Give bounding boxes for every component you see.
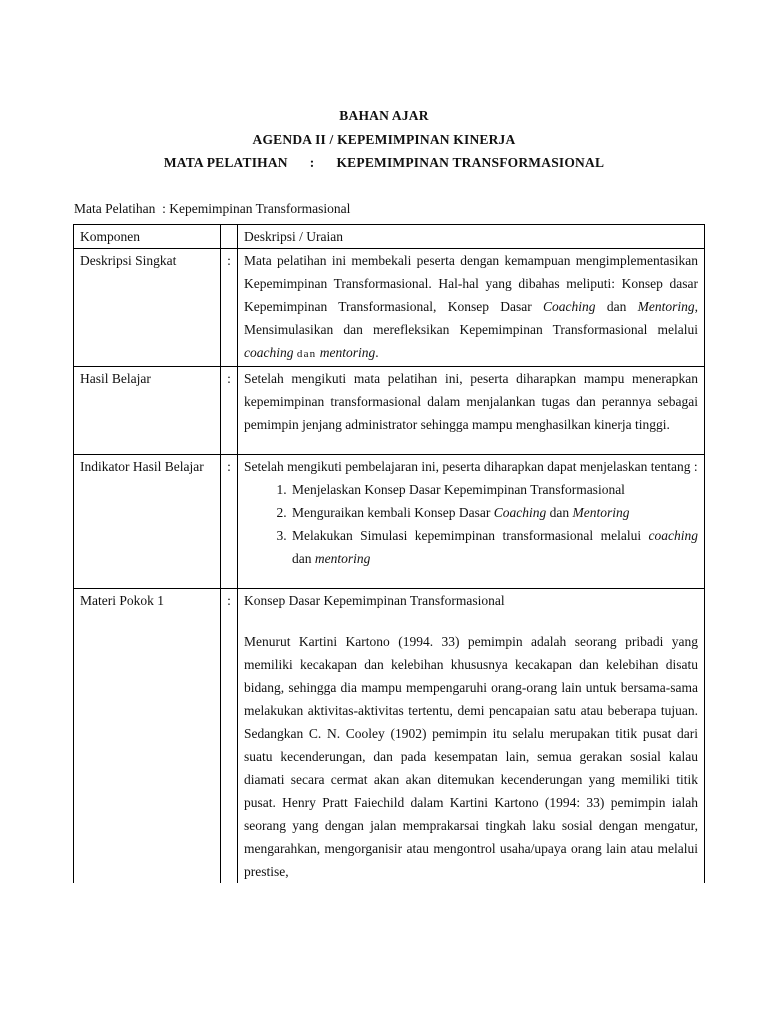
table-header-row: [74, 225, 705, 249]
materi-paragraph: Menurut Kartini Kartono (1994. 33) pemimpin adalah seorang pribadi yang memiliki kecakapan dan kelebihan khususnya kecakapan dan kelebihan disatu bidang, sehingga dia mampu mempengaruhi orang-orang lain untuk bersama-sama melakukan aktivitas-aktivitas tertentu, demi pencapaian satu atau beberapa tujuan. Sedangkan C. N. Cooley (1902) pemimpin itu selalu merupakan titik pusat dari suatu kecenderungan, dan pada kesempatan lain, semua gerakan sosial kalau diamati secara cermat akan akan ditemukan kecenderungan yang memiliki titik pusat. Henry Pratt Faiechild dalam Kartini Kartono (1994: 33) pemimpin ialah seorang yang dengan jalan memprakarsai tingkah laku sosial dengan mengatur, mengarahkan, mengorganisir atau mengontrol usaha/upaya orang lain atau melalui prestise,: [244, 634, 698, 879]
header-komponen: Komponen: [74, 225, 221, 249]
header-deskripsi: Deskripsi / Uraian: [238, 225, 705, 249]
row-label: Materi Pokok 1: [74, 589, 221, 884]
subtitle-right: KEPEMIMPINAN TRANSFORMASIONAL: [336, 155, 605, 170]
row-description: Setelah mengikuti mata pelatihan ini, peserta diharapkan mampu menerapkan kepemimpinan transformasional dalam menjalankan tugas dan perannya sebagai pemimpin jenjang administrator sehingga mampu menghasilkan kinerja tinggi.: [238, 367, 705, 455]
row-label: Indikator Hasil Belajar: [74, 455, 221, 589]
subtitle-left: MATA PELATIHAN: [163, 155, 288, 170]
mp-colon: :: [162, 201, 166, 216]
subtitle-colon: :: [309, 155, 315, 170]
list-item: 1. Menjelaskan Konsep Dasar Kepemimpinan Transformasional: [290, 478, 698, 501]
doc-subtitle: [0, 155, 768, 171]
row-description: Mata pelatihan ini membekali peserta dengan kemampuan mengimplementasikan Kepemimpinan Transformasional. Hal-hal yang dibahas meliputi: Konsep dasar Kepemimpinan Transformasional, Konsep Dasar Coaching dan Mentoring, Mensimulasikan dan merefleksikan Kepemimpinan Transformasional melalui coaching dan mentoring.: [238, 249, 705, 367]
row-colon: :: [221, 249, 238, 367]
table-row: [74, 249, 705, 367]
indicator-list: [244, 478, 698, 570]
materi-heading: Konsep Dasar Kepemimpinan Transformasional: [244, 593, 505, 608]
table-row: [74, 455, 705, 589]
table-row: [74, 589, 705, 884]
list-item: 2. Menguraikan kembali Konsep Dasar Coaching dan Mentoring: [290, 501, 698, 524]
mp-label: Mata Pelatihan: [74, 201, 156, 216]
row-colon: :: [221, 367, 238, 455]
row-description: Setelah mengikuti pembelajaran ini, peserta diharapkan dapat menjelaskan tentang : 1. Menjelaskan Konsep Dasar Kepemimpinan Transformasional 2. Menguraikan kembali Konsep Dasar Coaching dan Mentoring 3. Melakukan Simulasi kepemimpinan transformasional melalui coaching dan mentoring: [238, 455, 705, 589]
table-row: [74, 367, 705, 455]
doc-title: BAHAN AJAR: [339, 108, 429, 123]
row-label: Hasil Belajar: [74, 367, 221, 455]
doc-agenda: AGENDA II / KEPEMIMPINAN KINERJA: [252, 132, 516, 147]
content-table: [73, 224, 705, 883]
list-item: 3. Melakukan Simulasi kepemimpinan transformasional melalui coaching dan mentoring: [290, 524, 698, 570]
row-colon: :: [221, 589, 238, 884]
mata-pelatihan-line: [74, 201, 350, 217]
row-colon: :: [221, 455, 238, 589]
mp-value: Kepemimpinan Transformasional: [169, 201, 351, 216]
row-label: Deskripsi Singkat: [74, 249, 221, 367]
row-description: [238, 589, 705, 884]
header-colon-cell: [221, 225, 238, 249]
